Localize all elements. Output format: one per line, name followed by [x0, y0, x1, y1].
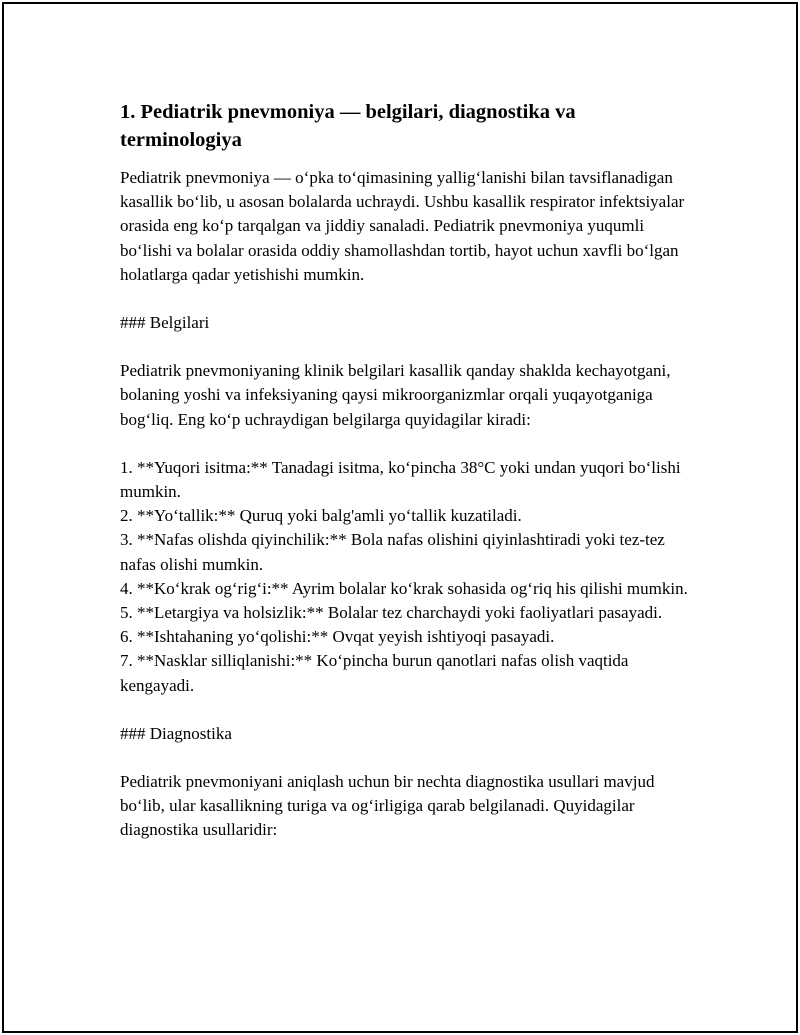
list-item: 7. **Nasklar silliqlanishi:** Koʻpincha burun qanotlari nafas olish vaqtida kengayadi. [120, 651, 629, 695]
document-title: 1. Pediatrik pnevmoniya — belgilari, diagnostika va terminologiya [120, 101, 576, 151]
document-body [120, 98, 700, 867]
symptoms-intro-paragraph: Pediatrik pnevmoniyaning klinik belgilari kasallik qanday shaklda kechayotgani, bolaning yoshi va infeksiyaning qaysi mikroorganizmlar orqali yuqayotganiga bogʻliq. Eng koʻp uchraydigan belgilarga quyidagilar kiradi: [120, 361, 671, 429]
list-item: 4. **Koʻkrak ogʻrigʻi:** Ayrim bolalar koʻkrak sohasida ogʻriq his qilishi mumkin. [120, 578, 688, 598]
document-page [2, 2, 798, 1033]
list-item: 5. **Letargiya va holsizlik:** Bolalar tez charchaydi yoki faoliyatlari pasayadi. [120, 603, 663, 623]
diagnostics-intro-paragraph: Pediatrik pnevmoniyani aniqlash uchun bir nechta diagnostika usullari mavjud boʻlib, ular kasallikning turiga va ogʻirligiga qarab belgilanadi. Quyidagilar diagnostika usullaridir: [120, 772, 655, 840]
list-item: 1. **Yuqori isitma:** Tanadagi isitma, koʻpincha 38°C yoki undan yuqori boʻlishi mumkin. [120, 457, 681, 502]
diagnostics-heading: ### Diagnostika [120, 723, 232, 743]
symptoms-heading: ### Belgilari [120, 313, 210, 333]
symptoms-list [120, 456, 700, 698]
list-item: 6. **Ishtahaning yoʻqolishi:** Ovqat yeyish ishtiyoqi pasayadi. [120, 627, 555, 647]
intro-paragraph: Pediatrik pnevmoniya — oʻpka toʻqimasining yalligʻlanishi bilan tavsiflanadigan kasallik boʻlib, u asosan bolalarda uchraydi. Ushbu kasallik respirator infektsiyalar orasida eng koʻp tarqalgan va jiddiy sanaladi. Pediatrik pnevmoniya yuqumli boʻlishi va bolalar orasida oddiy shamollashdan tortib, hayot uchun xavfli boʻlgan holatlarga qadar yetishishi mumkin. [120, 168, 685, 284]
list-item: 3. **Nafas olishda qiyinchilik:** Bola nafas olishini qiyinlashtiradi yoki tez-tez nafas olishi mumkin. [120, 530, 665, 574]
list-item: 2. **Yoʻtallik:** Quruq yoki balg'amli yoʻtallik kuzatiladi. [120, 506, 522, 526]
